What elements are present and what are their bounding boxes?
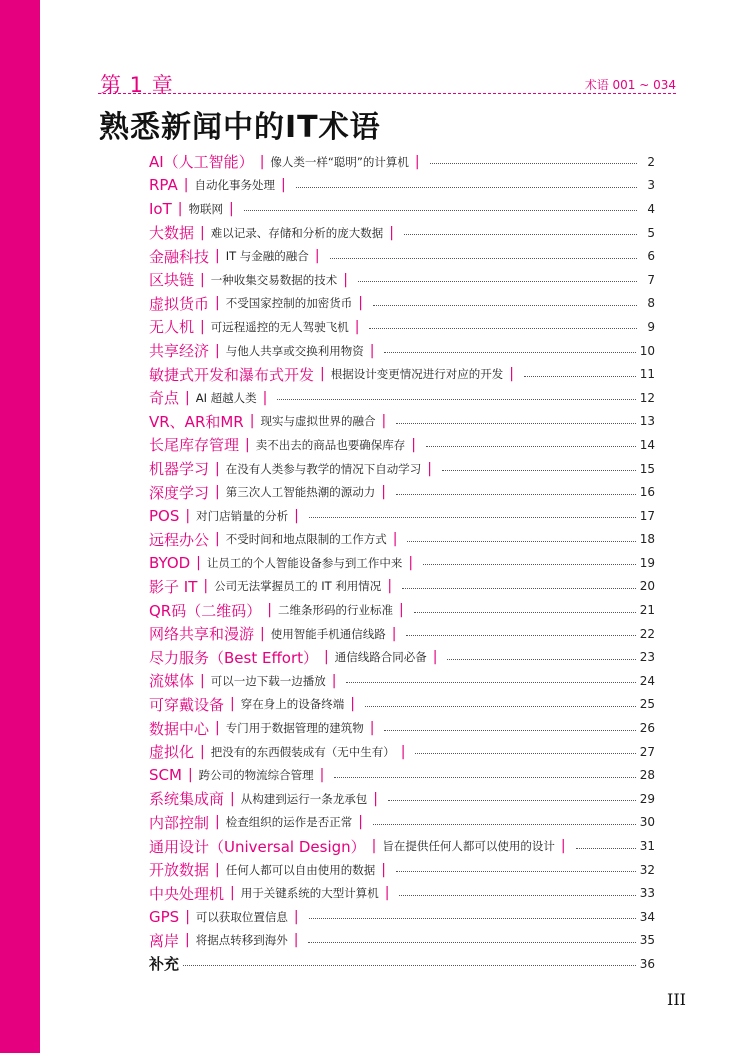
- dot-leader: [369, 328, 637, 329]
- toc-row[interactable]: [149, 763, 655, 787]
- separator-bar: |: [215, 861, 220, 878]
- separator-bar: |: [354, 318, 360, 335]
- toc-row[interactable]: [149, 622, 655, 646]
- separator-bar: |: [185, 507, 191, 524]
- separator-bar: |: [343, 271, 348, 288]
- dot-leader: [309, 517, 636, 518]
- separator-bar: |: [203, 578, 209, 595]
- toc-description: 不受国家控制的加密货币: [225, 296, 353, 311]
- toc-term: AI（人工智能）: [149, 153, 254, 172]
- toc-row[interactable]: [149, 174, 655, 198]
- toc-row[interactable]: [149, 740, 655, 764]
- separator-bar: |: [200, 224, 205, 241]
- dot-leader: [373, 305, 637, 306]
- toc-page-number: 35: [639, 933, 655, 948]
- separator-bar: |: [249, 413, 255, 430]
- toc-row[interactable]: [149, 716, 655, 740]
- toc-description: 现实与虚拟世界的融合: [260, 414, 376, 429]
- toc-page-number: 8: [647, 296, 655, 311]
- toc-term: 奇点: [149, 389, 180, 408]
- separator-bar: |: [200, 271, 205, 288]
- toc-description: 像人类一样“聪明”的计算机: [270, 154, 409, 169]
- dot-leader: [426, 446, 636, 447]
- toc-row[interactable]: [149, 575, 655, 599]
- separator-bar: |: [260, 625, 265, 642]
- dot-leader: [402, 588, 636, 589]
- toc-description: 将据点转移到海外: [195, 933, 288, 948]
- toc-row[interactable]: [149, 787, 655, 811]
- toc-description: 从构建到运行一条龙承包: [240, 791, 368, 806]
- separator-bar: |: [408, 554, 414, 571]
- toc-description: 让员工的个人智能设备参与到工作中来: [206, 555, 403, 570]
- table-of-contents: [149, 150, 655, 976]
- dot-leader: [396, 494, 636, 495]
- separator-bar: |: [185, 932, 190, 949]
- toc-page-number: 20: [639, 579, 655, 594]
- separator-bar: |: [373, 790, 378, 807]
- toc-page-number: 18: [639, 532, 655, 547]
- separator-bar: |: [392, 531, 398, 548]
- dot-leader: [244, 210, 637, 211]
- toc-description: 检查组织的运作是否正常: [225, 815, 353, 830]
- separator-bar: |: [314, 248, 320, 265]
- toc-term: 金融科技: [149, 247, 210, 266]
- separator-bar: |: [215, 531, 220, 548]
- toc-description: 自动化事务处理: [194, 178, 275, 193]
- separator-bar: |: [369, 342, 375, 359]
- toc-page-number: 24: [639, 673, 655, 688]
- toc-row[interactable]: [149, 929, 655, 953]
- dot-leader: [388, 800, 636, 801]
- toc-description: 物联网: [188, 201, 223, 216]
- separator-bar: |: [293, 908, 299, 925]
- toc-page-number: 12: [639, 390, 655, 405]
- separator-bar: |: [400, 743, 406, 760]
- separator-bar: |: [215, 342, 220, 359]
- toc-row[interactable]: [149, 551, 655, 575]
- separator-bar: |: [187, 767, 193, 784]
- toc-page-number: 19: [639, 555, 655, 570]
- toc-page-number: 36: [639, 956, 655, 971]
- toc-description: 根据设计变更情况进行对应的开发: [330, 367, 504, 382]
- toc-page-number: 30: [639, 815, 655, 830]
- separator-bar: |: [262, 389, 268, 406]
- toc-row[interactable]: [149, 221, 655, 245]
- separator-bar: |: [215, 295, 220, 312]
- toc-page-number: 14: [639, 437, 655, 452]
- dot-leader: [447, 659, 635, 660]
- toc-page-number: 31: [639, 839, 655, 854]
- dot-leader: [576, 848, 636, 849]
- dot-leader: [430, 163, 637, 164]
- toc-term: 敏捷式开发和瀑布式开发: [149, 365, 315, 384]
- toc-row[interactable]: [149, 197, 655, 221]
- toc-description: 公司无法掌握员工的 IT 利用情况: [214, 579, 382, 594]
- toc-page-number: 28: [639, 768, 655, 783]
- toc-description: 穿在身上的设备终端: [240, 697, 345, 712]
- toc-term: 远程办公: [149, 530, 210, 549]
- separator-bar: |: [185, 389, 190, 406]
- dot-leader: [373, 824, 636, 825]
- toc-term: 内部控制: [149, 813, 210, 832]
- toc-row[interactable]: [149, 834, 655, 858]
- toc-row[interactable]: [149, 858, 655, 882]
- separator-bar: |: [177, 200, 183, 217]
- separator-bar: |: [381, 484, 386, 501]
- toc-page-number: 29: [639, 791, 655, 806]
- toc-row[interactable]: [149, 244, 655, 268]
- separator-bar: |: [381, 413, 387, 430]
- separator-bar: |: [293, 932, 299, 949]
- separator-bar: |: [200, 743, 205, 760]
- toc-row[interactable]: [149, 362, 655, 386]
- separator-bar: |: [215, 814, 220, 831]
- toc-page-number: 11: [639, 367, 655, 382]
- toc-row[interactable]: [149, 504, 655, 528]
- separator-bar: |: [183, 177, 189, 194]
- separator-bar: |: [196, 554, 201, 571]
- separator-bar: |: [185, 908, 190, 925]
- dot-leader: [358, 281, 637, 282]
- separator-bar: |: [411, 436, 416, 453]
- dot-leader: [415, 753, 635, 754]
- toc-term: 尽力服务（Best Effort）: [149, 648, 319, 667]
- separator-bar: |: [371, 838, 377, 855]
- separator-bar: |: [324, 649, 329, 666]
- toc-description: 通信线路合同必备: [334, 650, 427, 665]
- toc-row[interactable]: [149, 433, 655, 457]
- toc-page-number: 9: [647, 319, 655, 334]
- toc-page-number: 6: [647, 249, 655, 264]
- toc-page-number: 15: [639, 461, 655, 476]
- toc-term: 大数据: [149, 224, 195, 243]
- toc-page-number: 2: [647, 154, 655, 169]
- toc-page-number: 21: [639, 603, 655, 618]
- toc-row[interactable]: [149, 905, 655, 929]
- toc-term: 中央处理机: [149, 884, 225, 903]
- toc-description: 跨公司的物流综合管理: [198, 768, 314, 783]
- dot-leader: [296, 187, 637, 188]
- separator-bar: |: [200, 672, 205, 689]
- toc-row[interactable]: [149, 811, 655, 835]
- toc-description: 第三次人工智能热潮的源动力: [225, 485, 376, 500]
- separator-bar: |: [267, 602, 272, 619]
- toc-term: 影子 IT: [149, 577, 198, 596]
- toc-term: 机器学习: [149, 460, 210, 479]
- dot-leader: [384, 730, 635, 731]
- separator-bar: |: [259, 153, 265, 170]
- toc-description: 在没有人类参与教学的情况下自动学习: [225, 461, 422, 476]
- separator-bar: |: [294, 507, 299, 524]
- separator-bar: |: [398, 602, 404, 619]
- toc-row[interactable]: [149, 386, 655, 410]
- toc-description: 使用智能手机通信线路: [270, 626, 386, 641]
- separator-bar: |: [230, 790, 235, 807]
- toc-row[interactable]: [149, 645, 655, 669]
- toc-row[interactable]: [149, 339, 655, 363]
- dot-leader: [414, 612, 636, 613]
- side-color-bar: [0, 0, 40, 1053]
- toc-description: 可远程遥控的无人驾驶飞机: [210, 319, 349, 334]
- toc-row-supplement[interactable]: [149, 952, 655, 976]
- separator-bar: |: [230, 885, 235, 902]
- toc-row[interactable]: [149, 480, 655, 504]
- separator-bar: |: [427, 460, 432, 477]
- dot-leader: [334, 777, 635, 778]
- separator-bar: |: [381, 861, 386, 878]
- toc-page-number: 13: [639, 414, 655, 429]
- dot-leader: [396, 423, 636, 424]
- toc-term: 网络共享和漫游: [149, 625, 255, 644]
- dot-leader: [277, 399, 635, 400]
- toc-page-number: 22: [639, 626, 655, 641]
- toc-page-number: 4: [647, 201, 655, 216]
- toc-page-number: 7: [647, 272, 655, 287]
- separator-bar: |: [230, 696, 235, 713]
- page-title: 熟悉新闻中的IT术语: [99, 110, 381, 145]
- toc-page-number: 3: [647, 178, 655, 193]
- toc-term: 虚拟化: [149, 743, 195, 762]
- chapter-label: 第 1 章: [100, 73, 174, 97]
- toc-term: GPS: [149, 907, 180, 926]
- toc-description: 用于关键系统的大型计算机: [240, 886, 379, 901]
- toc-term: SCM: [149, 766, 182, 785]
- separator-bar: |: [320, 366, 325, 383]
- toc-description: 卖不出去的商品也要确保库存: [255, 437, 406, 452]
- separator-bar: |: [560, 838, 566, 855]
- toc-term: 虚拟货币: [149, 294, 210, 313]
- toc-term: 深度学习: [149, 483, 210, 502]
- toc-term: QR码（二维码）: [149, 601, 262, 620]
- toc-description: 专门用于数据管理的建筑物: [225, 721, 364, 736]
- dot-leader: [183, 965, 636, 966]
- toc-page-number: 27: [639, 744, 655, 759]
- dot-leader: [396, 871, 636, 872]
- toc-term: IoT: [149, 199, 172, 218]
- toc-description: IT 与金融的融合: [225, 249, 309, 264]
- dot-leader: [442, 470, 636, 471]
- toc-row[interactable]: [149, 268, 655, 292]
- toc-term: RPA: [149, 176, 178, 195]
- toc-description: 不受时间和地点限制的工作方式: [225, 532, 387, 547]
- toc-page-number: 32: [639, 862, 655, 877]
- separator-bar: |: [350, 696, 355, 713]
- dot-leader: [404, 234, 637, 235]
- separator-bar: |: [358, 295, 363, 312]
- toc-term: BYOD: [149, 553, 191, 572]
- separator-bar: |: [389, 224, 394, 241]
- toc-description: 可以获取位置信息: [195, 909, 288, 924]
- dot-leader: [365, 706, 636, 707]
- toc-row[interactable]: [149, 292, 655, 316]
- toc-row[interactable]: [149, 881, 655, 905]
- dot-leader: [309, 918, 636, 919]
- toc-row[interactable]: [149, 598, 655, 622]
- toc-term: 可穿戴设备: [149, 695, 225, 714]
- toc-page-number: 33: [639, 886, 655, 901]
- separator-bar: |: [215, 484, 220, 501]
- toc-term: 补充: [149, 955, 180, 974]
- separator-bar: |: [358, 814, 363, 831]
- toc-row[interactable]: [149, 457, 655, 481]
- toc-description: 把没有的东西假装成有（无中生有）: [210, 744, 395, 759]
- dot-leader: [407, 541, 635, 542]
- dot-leader: [330, 258, 637, 259]
- separator-bar: |: [215, 248, 220, 265]
- separator-bar: |: [369, 720, 375, 737]
- separator-bar: |: [432, 649, 438, 666]
- separator-bar: |: [281, 177, 286, 194]
- toc-description: 与他人共享或交换利用物资: [225, 343, 364, 358]
- toc-term: 共享经济: [149, 342, 210, 361]
- separator-bar: |: [391, 625, 397, 642]
- toc-description: 难以记录、存储和分析的庞大数据: [210, 225, 384, 240]
- toc-row[interactable]: [149, 315, 655, 339]
- toc-description: AI 超越人类: [195, 390, 257, 405]
- term-range: 术语 001 ~ 034: [584, 78, 676, 92]
- toc-page-number: 25: [639, 697, 655, 712]
- toc-row[interactable]: [149, 693, 655, 717]
- toc-term: POS: [149, 506, 180, 525]
- toc-term: 流媒体: [149, 672, 195, 691]
- toc-term: 区块链: [149, 271, 195, 290]
- dot-leader: [406, 635, 635, 636]
- toc-row[interactable]: [149, 669, 655, 693]
- toc-page-number: 23: [639, 650, 655, 665]
- toc-term: 长尾库存管理: [149, 436, 240, 455]
- toc-description: 任何人都可以自由使用的数据: [225, 862, 376, 877]
- separator-bar: |: [414, 153, 420, 170]
- toc-term: VR、AR和MR: [149, 412, 244, 431]
- toc-term: 离岸: [149, 931, 180, 950]
- toc-term: 数据中心: [149, 719, 210, 738]
- toc-description: 可以一边下载一边播放: [210, 673, 326, 688]
- separator-bar: |: [331, 672, 337, 689]
- toc-description: 一种收集交易数据的技术: [210, 272, 338, 287]
- header-divider: [98, 93, 676, 94]
- toc-description: 对门店销量的分析: [196, 508, 289, 523]
- toc-term: 无人机: [149, 318, 195, 337]
- toc-row[interactable]: [149, 528, 655, 552]
- toc-term: 系统集成商: [149, 790, 225, 809]
- toc-page-number: 26: [639, 721, 655, 736]
- toc-page-number: 10: [639, 343, 655, 358]
- separator-bar: |: [215, 460, 220, 477]
- separator-bar: |: [200, 318, 205, 335]
- separator-bar: |: [319, 767, 325, 784]
- dot-leader: [308, 942, 635, 943]
- toc-row[interactable]: [149, 150, 655, 174]
- dot-leader: [524, 376, 636, 377]
- toc-page-number: 17: [639, 508, 655, 523]
- dot-leader: [384, 352, 635, 353]
- dot-leader: [423, 564, 636, 565]
- page-number: III: [667, 990, 686, 1009]
- toc-row[interactable]: [149, 410, 655, 434]
- separator-bar: |: [215, 720, 220, 737]
- toc-description: 旨在提供任何人都可以使用的设计: [382, 839, 555, 854]
- separator-bar: |: [228, 200, 234, 217]
- toc-page-number: 5: [647, 225, 655, 240]
- toc-page-number: 34: [639, 909, 655, 924]
- toc-description: 二维条形码的行业标准: [277, 603, 393, 618]
- separator-bar: |: [387, 578, 393, 595]
- dot-leader: [346, 682, 635, 683]
- separator-bar: |: [509, 366, 514, 383]
- toc-term: 通用设计（Universal Design）: [149, 837, 366, 856]
- separator-bar: |: [245, 436, 250, 453]
- toc-page-number: 16: [639, 485, 655, 500]
- toc-term: 开放数据: [149, 861, 210, 880]
- separator-bar: |: [384, 885, 390, 902]
- dot-leader: [399, 895, 635, 896]
